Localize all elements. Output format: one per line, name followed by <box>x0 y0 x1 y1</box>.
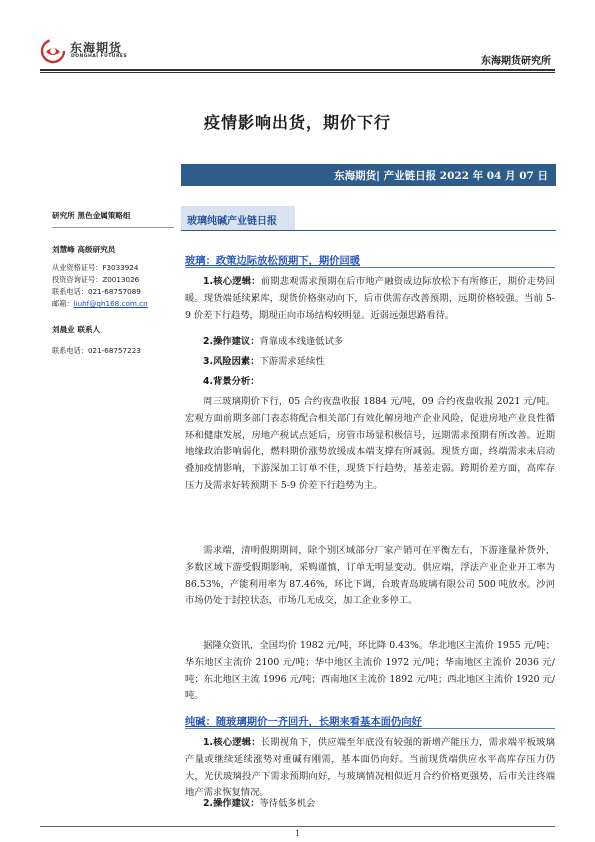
glass-background-p3 <box>185 638 555 705</box>
glass-advice <box>185 334 555 351</box>
soda-advice <box>185 796 555 813</box>
header-rule-thin <box>40 72 555 73</box>
glass-risk-label: 3.风险因素： <box>203 356 260 367</box>
analyst-name-title: 刘慧峰 高级研究员 <box>52 245 116 254</box>
analyst-phone: 联系电话：021-68757089 <box>52 287 141 296</box>
glass-core-logic <box>185 274 555 324</box>
soda-logic-text: 长期视角下，供应端至年底没有较强的新增产能压力，需求端平板玻璃产量或继续延续涨势对重碱有刚需，基本面仍向好。当前现货端供应水平高库存压力仍大，光伏玻璃投产下需求预期向好，与玻璃情况相似近月合约价格更强势，后市关注终端地产需求恢复情况。 <box>185 737 555 799</box>
footer-rule <box>40 826 555 827</box>
section-tag <box>181 206 295 230</box>
date-banner-text: 东海期货| 产业链日报 2022 年 04 月 07 日 <box>334 170 548 182</box>
analyst-qualification: 从业资格证号：F3033924 <box>52 263 139 272</box>
glass-bg-p2-text: 需求端，清明假期期间，除个别区域部分厂家产销可在平衡左右，下游逢量补货外，多数区域下游受假期影响，采购谨慎，订单无明显变动。供应端，浮法产业企业开工率为 86.53%，产能利用率为 87.46%，环比下调，台玻青岛玻璃有限公司 500 吨放水。沙河市场仍处于封控状态，市场几无成交，加工企业多停工。 <box>185 545 555 607</box>
department-label: 研究所 黑色金属策略组 <box>52 211 131 220</box>
email-label: 邮箱： <box>52 299 74 308</box>
soda-logic-label: 1.核心逻辑： <box>203 737 261 748</box>
page-header <box>0 0 595 72</box>
glass-bg-p3-text: 据隆众资讯，全国均价 1982 元/吨，环比降 0.43%。华北地区主流价 1955 元/吨；华东地区主流价 2100 元/吨；华中地区主流价 1972 元/吨；华南地区主流价 2036 元/吨；东北地区主流 1996 元/吨；西南地区主流价 1892 元/吨；西北地区主流价 1920 元/吨。 <box>185 640 555 702</box>
glass-advice-label: 2.操作建议： <box>203 336 260 347</box>
contact-name-title: 刘晨业 联系人 <box>52 325 101 334</box>
glass-heading-rule <box>185 267 555 268</box>
glass-logic-label: 1.核心逻辑： <box>203 276 261 287</box>
analyst-email-link[interactable]: liuhf@qh168.com.cn <box>73 299 148 308</box>
soda-core-logic <box>185 735 555 802</box>
institute-name: 东海期货研究所 <box>481 56 551 67</box>
glass-heading[interactable]: 玻璃：政策边际放松预期下，期价回暖 <box>185 255 361 267</box>
section-tag-rule <box>181 230 556 231</box>
analyst-email-row <box>52 299 148 309</box>
header-rule-thick <box>40 69 555 71</box>
contact-phone: 联系电话：021-68757223 <box>52 346 141 355</box>
analyst-investment-cert: 投资咨询证号：Z0013026 <box>52 275 140 284</box>
glass-logic-text: 前期悲观需求预期在后市地产融资成边际放松下有所修正，期价走势回暖。现货端延续累库，现货价格驱动向下，后市供需存改善预期，远期价格较强。当前 5-9 价差下行趋势，期现正向市场结构较明显。近弱远强思路看待。 <box>185 276 555 321</box>
glass-background-label-row <box>185 374 555 391</box>
glass-bg-p1-text: 周三玻璃期价下行，05 合约夜盘收报 1884 元/吨，09 合约夜盘收报 2021 元/吨。宏观方面前期多部门表态将配合相关部门有效化解房地产企业风险，促进房地产业良性循环和健康发展，房地产税试点延后，房管市场显积极信号，远期需求预期有所改善。近期地缘政治影响弱化，燃料期价涨势放缓成本端支撑有所减弱。现货方面，终端需求未启动叠加疫情影响，下游深加工订单不佳，现货下行趋势，基差走弱。跨期价差方面，高库存压力及需求好转预期下 5-9 价差下行趋势为主。 <box>185 396 555 491</box>
glass-advice-text: 背靠成本线逢低试多 <box>259 336 344 347</box>
soda-advice-label: 2.操作建议： <box>203 798 260 809</box>
soda-advice-text: 等待低多机会 <box>259 798 316 809</box>
donghai-logo <box>40 38 170 64</box>
glass-bg-label: 4.背景分析： <box>203 376 260 387</box>
soda-heading[interactable]: 纯碱：随玻璃期价一齐回升，长期来看基本面仍向好 <box>185 716 422 728</box>
page-number: 1 <box>294 829 301 838</box>
glass-background-p2 <box>185 543 555 610</box>
logo-en-text: DONGHAI FUTURES <box>71 54 128 59</box>
soda-heading-rule <box>185 728 555 729</box>
glass-risk-text: 下游需求延续性 <box>259 356 325 367</box>
logo-cn-text: 东海期货 <box>70 41 123 55</box>
sidebar-divider <box>52 227 174 228</box>
glass-background-p1 <box>185 394 555 495</box>
report-title: 疫情影响出货，期价下行 <box>203 113 391 132</box>
glass-risk <box>185 354 555 371</box>
date-banner <box>181 164 556 186</box>
donghai-logo-icon <box>40 38 66 64</box>
section-tag-text: 玻璃纯碱产业链日报 <box>187 216 277 227</box>
